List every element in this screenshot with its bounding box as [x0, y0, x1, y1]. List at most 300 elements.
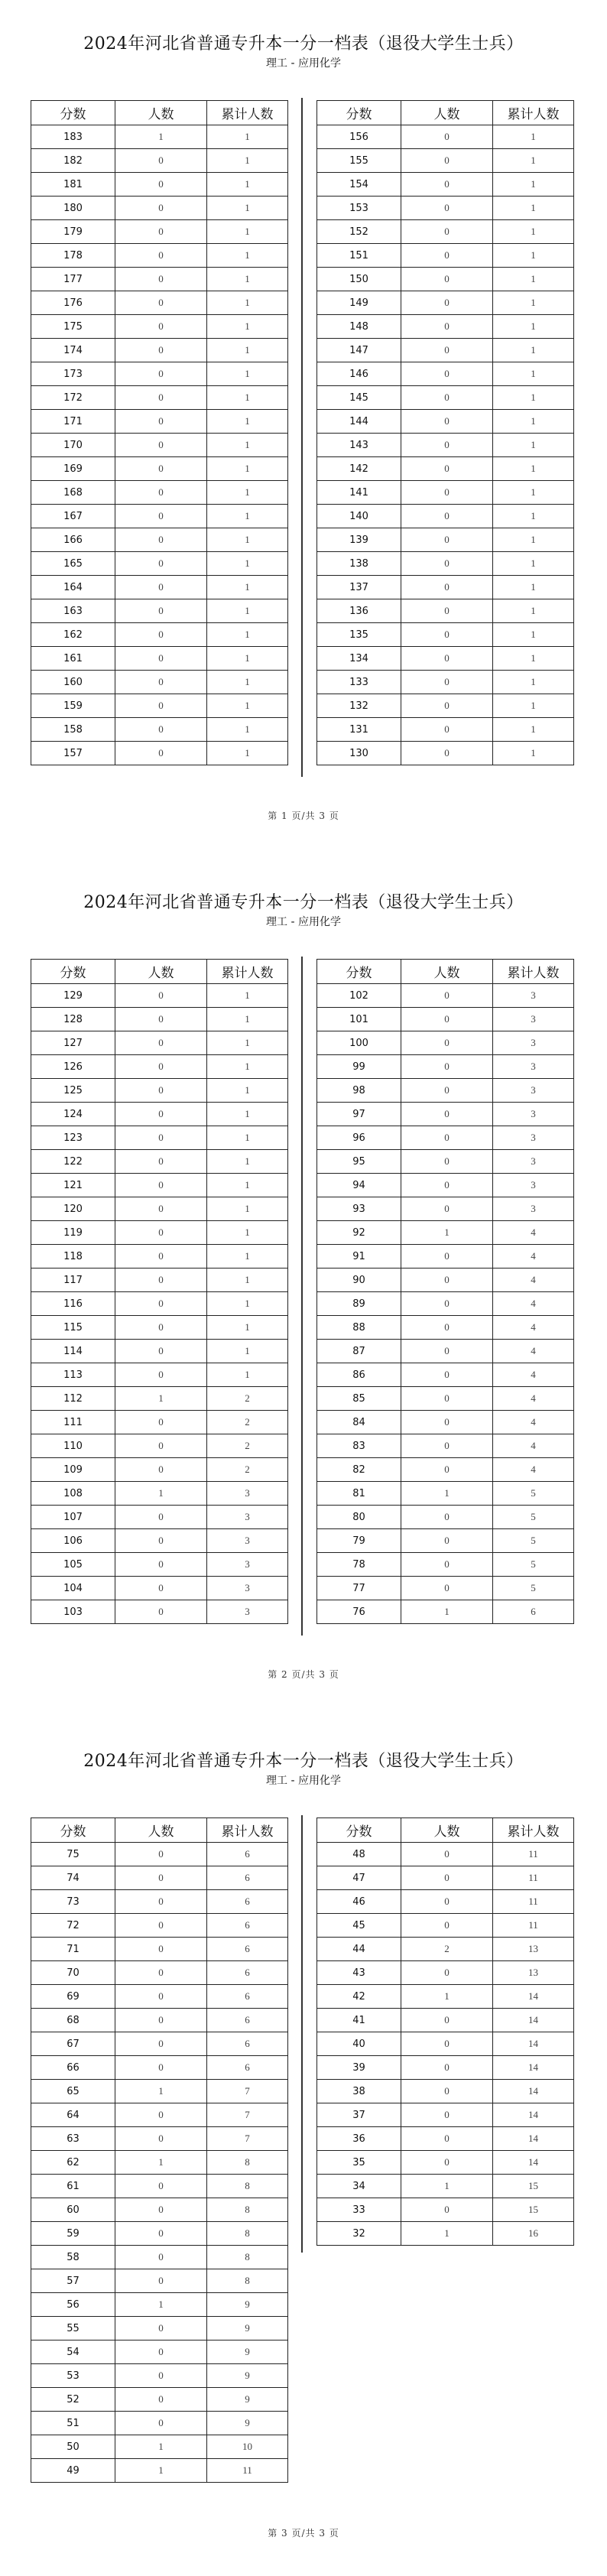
score-cell: 119 [31, 1221, 115, 1245]
column-header-cumulative: 累计人数 [207, 101, 288, 125]
table-row [31, 1150, 288, 1174]
cumulative-cell: 6 [207, 2056, 288, 2080]
table-body [317, 1843, 574, 2246]
score-cell: 92 [317, 1221, 401, 1245]
count-cell: 0 [115, 718, 207, 742]
cumulative-cell: 1 [493, 244, 574, 268]
cumulative-cell: 4 [493, 1340, 574, 1363]
cumulative-cell: 1 [493, 410, 574, 434]
table-row [317, 1008, 574, 1031]
table-row [31, 2246, 288, 2269]
count-cell: 0 [401, 1126, 493, 1150]
cumulative-cell: 1 [207, 1245, 288, 1269]
count-cell: 1 [401, 2175, 493, 2198]
count-cell: 0 [115, 1890, 207, 1914]
count-cell: 0 [115, 1363, 207, 1387]
count-cell: 0 [401, 2127, 493, 2151]
score-cell: 128 [31, 1008, 115, 1031]
count-cell: 0 [115, 2056, 207, 2080]
cumulative-cell: 6 [207, 1843, 288, 1866]
table-row [31, 1482, 288, 1506]
cumulative-cell: 1 [493, 125, 574, 149]
count-cell: 0 [401, 2056, 493, 2080]
table-row [31, 1269, 288, 1292]
count-cell: 0 [115, 1866, 207, 1890]
score-cell: 32 [317, 2222, 401, 2246]
score-cell: 171 [31, 410, 115, 434]
column-header-score: 分数 [31, 1818, 115, 1843]
cumulative-cell: 3 [207, 1600, 288, 1624]
table-row [317, 1961, 574, 1985]
score-cell: 145 [317, 386, 401, 410]
table-row [31, 481, 288, 505]
table-row [31, 2151, 288, 2175]
table-header-row [317, 1818, 574, 1843]
score-cell: 57 [31, 2269, 115, 2293]
cumulative-cell: 1 [207, 149, 288, 173]
count-cell: 0 [401, 1890, 493, 1914]
cumulative-cell: 3 [493, 1103, 574, 1126]
score-cell: 132 [317, 694, 401, 718]
score-cell: 149 [317, 291, 401, 315]
cumulative-cell: 1 [207, 1079, 288, 1103]
cumulative-cell: 16 [493, 2222, 574, 2246]
table-row [31, 291, 288, 315]
score-cell: 105 [31, 1553, 115, 1577]
score-cell: 155 [317, 149, 401, 173]
score-cell: 176 [31, 291, 115, 315]
table-row [31, 1008, 288, 1031]
count-cell: 0 [401, 694, 493, 718]
count-cell: 0 [401, 1031, 493, 1055]
score-cell: 43 [317, 1961, 401, 1985]
count-cell: 0 [115, 1411, 207, 1434]
table-row [317, 1031, 574, 1055]
column-header-score: 分数 [317, 101, 401, 125]
cumulative-cell: 1 [493, 481, 574, 505]
cumulative-cell: 1 [207, 481, 288, 505]
count-cell: 0 [115, 1079, 207, 1103]
count-cell: 0 [115, 1938, 207, 1961]
score-cell: 44 [317, 1938, 401, 1961]
count-cell: 0 [115, 2103, 207, 2127]
count-cell: 0 [115, 2032, 207, 2056]
score-cell: 47 [317, 1866, 401, 1890]
page-3 [0, 1717, 607, 2576]
score-cell: 139 [317, 528, 401, 552]
count-cell: 0 [401, 1340, 493, 1363]
count-cell: 0 [115, 1197, 207, 1221]
column-header-cumulative: 累计人数 [493, 101, 574, 125]
score-cell: 51 [31, 2412, 115, 2435]
count-cell: 0 [115, 220, 207, 244]
score-cell: 173 [31, 362, 115, 386]
table-row [31, 1031, 288, 1055]
table-row [317, 197, 574, 220]
cumulative-cell: 14 [493, 2009, 574, 2032]
count-cell: 0 [401, 1961, 493, 1985]
score-cell: 38 [317, 2080, 401, 2103]
table-row [31, 671, 288, 694]
count-cell: 0 [401, 1387, 493, 1411]
table-row [317, 1577, 574, 1600]
score-cell: 75 [31, 1843, 115, 1866]
table-row [317, 1387, 574, 1411]
cumulative-cell: 7 [207, 2103, 288, 2127]
score-cell: 121 [31, 1174, 115, 1197]
cumulative-cell: 5 [493, 1529, 574, 1553]
page-subtitle: 理工 - 应用化学 [266, 57, 341, 70]
score-cell: 182 [31, 149, 115, 173]
score-cell: 125 [31, 1079, 115, 1103]
table-row [317, 268, 574, 291]
count-cell: 0 [115, 2222, 207, 2246]
score-cell: 55 [31, 2317, 115, 2340]
count-cell: 1 [401, 1985, 493, 2009]
table-row [31, 2317, 288, 2340]
count-cell: 0 [401, 410, 493, 434]
cumulative-cell: 4 [493, 1411, 574, 1434]
score-cell: 172 [31, 386, 115, 410]
cumulative-cell: 9 [207, 2317, 288, 2340]
count-cell: 0 [115, 1529, 207, 1553]
page-2 [0, 859, 607, 1717]
count-cell: 1 [401, 1482, 493, 1506]
score-cell: 101 [317, 1008, 401, 1031]
column-header-cumulative: 累计人数 [493, 960, 574, 984]
count-cell: 0 [115, 599, 207, 623]
table-row [317, 1197, 574, 1221]
score-table-left [31, 100, 288, 765]
count-cell: 1 [401, 1600, 493, 1624]
table-row [317, 1506, 574, 1529]
score-cell: 72 [31, 1914, 115, 1938]
table-row [317, 2151, 574, 2175]
table-row [317, 173, 574, 197]
cumulative-cell: 11 [493, 1843, 574, 1866]
count-cell: 0 [401, 2080, 493, 2103]
table-row [317, 2103, 574, 2127]
count-cell: 0 [115, 291, 207, 315]
score-cell: 59 [31, 2222, 115, 2246]
table-row [31, 1221, 288, 1245]
table-row [31, 694, 288, 718]
table-row [31, 173, 288, 197]
count-cell: 0 [401, 457, 493, 481]
table-row [317, 1340, 574, 1363]
cumulative-cell: 1 [207, 576, 288, 599]
count-cell: 0 [115, 1961, 207, 1985]
cumulative-cell: 1 [207, 173, 288, 197]
count-cell: 1 [115, 1387, 207, 1411]
cumulative-cell: 1 [207, 1150, 288, 1174]
column-header-cumulative: 累计人数 [493, 1818, 574, 1843]
table-row [31, 984, 288, 1008]
table-body [317, 125, 574, 765]
cumulative-cell: 1 [207, 647, 288, 671]
cumulative-cell: 1 [207, 410, 288, 434]
score-cell: 94 [317, 1174, 401, 1197]
cumulative-cell: 5 [493, 1506, 574, 1529]
table-row [317, 2032, 574, 2056]
cumulative-cell: 3 [493, 1150, 574, 1174]
cumulative-cell: 14 [493, 2151, 574, 2175]
score-cell: 131 [317, 718, 401, 742]
count-cell: 0 [401, 599, 493, 623]
count-cell: 0 [115, 434, 207, 457]
score-cell: 178 [31, 244, 115, 268]
table-row [31, 1577, 288, 1600]
table-row [317, 2175, 574, 2198]
score-cell: 118 [31, 1245, 115, 1269]
cumulative-cell: 1 [493, 671, 574, 694]
count-cell: 0 [115, 1434, 207, 1458]
count-cell: 0 [115, 1914, 207, 1938]
table-row [317, 623, 574, 647]
cumulative-cell: 2 [207, 1411, 288, 1434]
cumulative-cell: 6 [207, 1866, 288, 1890]
score-cell: 174 [31, 339, 115, 362]
cumulative-cell: 4 [493, 1316, 574, 1340]
table-row [31, 2459, 288, 2483]
score-cell: 153 [317, 197, 401, 220]
score-cell: 152 [317, 220, 401, 244]
score-cell: 102 [317, 984, 401, 1008]
score-cell: 180 [31, 197, 115, 220]
count-cell: 0 [401, 671, 493, 694]
count-cell: 0 [401, 2032, 493, 2056]
score-cell: 53 [31, 2364, 115, 2388]
score-cell: 87 [317, 1340, 401, 1363]
table-row [31, 2198, 288, 2222]
cumulative-cell: 10 [207, 2435, 288, 2459]
score-cell: 113 [31, 1363, 115, 1387]
table-row [317, 1866, 574, 1890]
table-row [317, 1411, 574, 1434]
count-cell: 0 [115, 2009, 207, 2032]
count-cell: 0 [115, 1055, 207, 1079]
score-cell: 67 [31, 2032, 115, 2056]
table-row [31, 1600, 288, 1624]
count-cell: 1 [115, 2293, 207, 2317]
cumulative-cell: 8 [207, 2269, 288, 2293]
score-cell: 86 [317, 1363, 401, 1387]
count-cell: 0 [401, 528, 493, 552]
cumulative-cell: 5 [493, 1482, 574, 1506]
score-cell: 133 [317, 671, 401, 694]
count-cell: 0 [115, 1221, 207, 1245]
table-row [317, 2127, 574, 2151]
table-row [31, 1985, 288, 2009]
cumulative-cell: 1 [207, 125, 288, 149]
table-row [31, 362, 288, 386]
score-cell: 42 [317, 1985, 401, 2009]
count-cell: 0 [115, 2412, 207, 2435]
count-cell: 0 [115, 671, 207, 694]
score-table-right [316, 100, 574, 765]
score-cell: 35 [317, 2151, 401, 2175]
count-cell: 0 [401, 623, 493, 647]
cumulative-cell: 1 [207, 623, 288, 647]
score-cell: 84 [317, 1411, 401, 1434]
table-row [31, 1292, 288, 1316]
table-row [317, 2056, 574, 2080]
score-cell: 150 [317, 268, 401, 291]
count-cell: 0 [115, 481, 207, 505]
score-cell: 109 [31, 1458, 115, 1482]
cumulative-cell: 1 [207, 244, 288, 268]
table-row [31, 1866, 288, 1890]
score-cell: 81 [317, 1482, 401, 1506]
table-row [31, 1197, 288, 1221]
count-cell: 0 [115, 2175, 207, 2198]
column-header-count: 人数 [115, 960, 207, 984]
score-cell: 90 [317, 1269, 401, 1292]
cumulative-cell: 4 [493, 1363, 574, 1387]
table-row [317, 1316, 574, 1340]
table-row [317, 671, 574, 694]
table-row [317, 1079, 574, 1103]
cumulative-cell: 5 [493, 1553, 574, 1577]
count-cell: 0 [115, 457, 207, 481]
count-cell: 0 [115, 576, 207, 599]
cumulative-cell: 13 [493, 1961, 574, 1985]
count-cell: 0 [115, 315, 207, 339]
cumulative-cell: 8 [207, 2246, 288, 2269]
score-cell: 100 [317, 1031, 401, 1055]
count-cell: 0 [115, 173, 207, 197]
score-cell: 114 [31, 1340, 115, 1363]
table-row [317, 1292, 574, 1316]
cumulative-cell: 1 [207, 552, 288, 576]
cumulative-cell: 1 [207, 1008, 288, 1031]
score-cell: 112 [31, 1387, 115, 1411]
score-cell: 147 [317, 339, 401, 362]
score-cell: 166 [31, 528, 115, 552]
cumulative-cell: 1 [493, 457, 574, 481]
score-cell: 34 [317, 2175, 401, 2198]
cumulative-cell: 1 [207, 1031, 288, 1055]
table-row [317, 1363, 574, 1387]
table-row [317, 1529, 574, 1553]
cumulative-cell: 4 [493, 1245, 574, 1269]
table-row [31, 2222, 288, 2246]
table-row [317, 220, 574, 244]
score-cell: 134 [317, 647, 401, 671]
table-row [317, 1600, 574, 1624]
cumulative-cell: 1 [493, 220, 574, 244]
table-row [31, 2056, 288, 2080]
cumulative-cell: 1 [493, 268, 574, 291]
score-cell: 95 [317, 1150, 401, 1174]
count-cell: 0 [115, 244, 207, 268]
cumulative-cell: 1 [207, 1197, 288, 1221]
cumulative-cell: 1 [207, 528, 288, 552]
score-cell: 167 [31, 505, 115, 528]
count-cell: 0 [401, 220, 493, 244]
table-header-row [31, 960, 288, 984]
table-row [317, 1245, 574, 1269]
table-row [317, 1103, 574, 1126]
cumulative-cell: 14 [493, 1985, 574, 2009]
cumulative-cell: 6 [207, 1938, 288, 1961]
table-header-row [317, 960, 574, 984]
cumulative-cell: 1 [207, 1269, 288, 1292]
cumulative-cell: 1 [493, 718, 574, 742]
score-cell: 175 [31, 315, 115, 339]
count-cell: 0 [115, 2269, 207, 2293]
cumulative-cell: 7 [207, 2080, 288, 2103]
table-row [317, 315, 574, 339]
count-cell: 0 [115, 2388, 207, 2412]
count-cell: 0 [115, 1245, 207, 1269]
table-row [31, 1914, 288, 1938]
count-cell: 0 [401, 718, 493, 742]
table-row [31, 1553, 288, 1577]
score-cell: 33 [317, 2198, 401, 2222]
cumulative-cell: 3 [207, 1529, 288, 1553]
cumulative-cell: 3 [493, 984, 574, 1008]
table-row [317, 647, 574, 671]
cumulative-cell: 1 [493, 362, 574, 386]
count-cell: 0 [115, 1269, 207, 1292]
cumulative-cell: 6 [493, 1600, 574, 1624]
table-row [31, 623, 288, 647]
cumulative-cell: 1 [207, 1174, 288, 1197]
score-cell: 138 [317, 552, 401, 576]
cumulative-cell: 1 [207, 505, 288, 528]
score-cell: 164 [31, 576, 115, 599]
count-cell: 0 [115, 197, 207, 220]
table-row [31, 1103, 288, 1126]
cumulative-cell: 11 [493, 1866, 574, 1890]
count-cell: 0 [401, 244, 493, 268]
count-cell: 0 [115, 505, 207, 528]
count-cell: 0 [115, 1031, 207, 1055]
cumulative-cell: 1 [493, 339, 574, 362]
table-row [31, 2388, 288, 2412]
page-title: 2024年河北省普通专升本一分一档表（退役大学生士兵） [83, 893, 524, 912]
score-cell: 70 [31, 1961, 115, 1985]
table-row [31, 599, 288, 623]
table-row [317, 2222, 574, 2246]
cumulative-cell: 1 [207, 1126, 288, 1150]
column-header-count: 人数 [401, 960, 493, 984]
cumulative-cell: 1 [493, 623, 574, 647]
count-cell: 0 [115, 1506, 207, 1529]
page-1 [0, 0, 607, 859]
score-cell: 177 [31, 268, 115, 291]
table-row [31, 197, 288, 220]
cumulative-cell: 15 [493, 2198, 574, 2222]
score-cell: 50 [31, 2435, 115, 2459]
cumulative-cell: 9 [207, 2364, 288, 2388]
cumulative-cell: 4 [493, 1458, 574, 1482]
table-row [317, 576, 574, 599]
count-cell: 0 [401, 647, 493, 671]
count-cell: 0 [115, 268, 207, 291]
table-row [31, 718, 288, 742]
score-cell: 106 [31, 1529, 115, 1553]
score-cell: 124 [31, 1103, 115, 1126]
table-row [31, 410, 288, 434]
score-cell: 46 [317, 1890, 401, 1914]
table-row [31, 576, 288, 599]
count-cell: 0 [401, 576, 493, 599]
count-cell: 0 [115, 1150, 207, 1174]
table-row [317, 339, 574, 362]
score-cell: 157 [31, 742, 115, 765]
